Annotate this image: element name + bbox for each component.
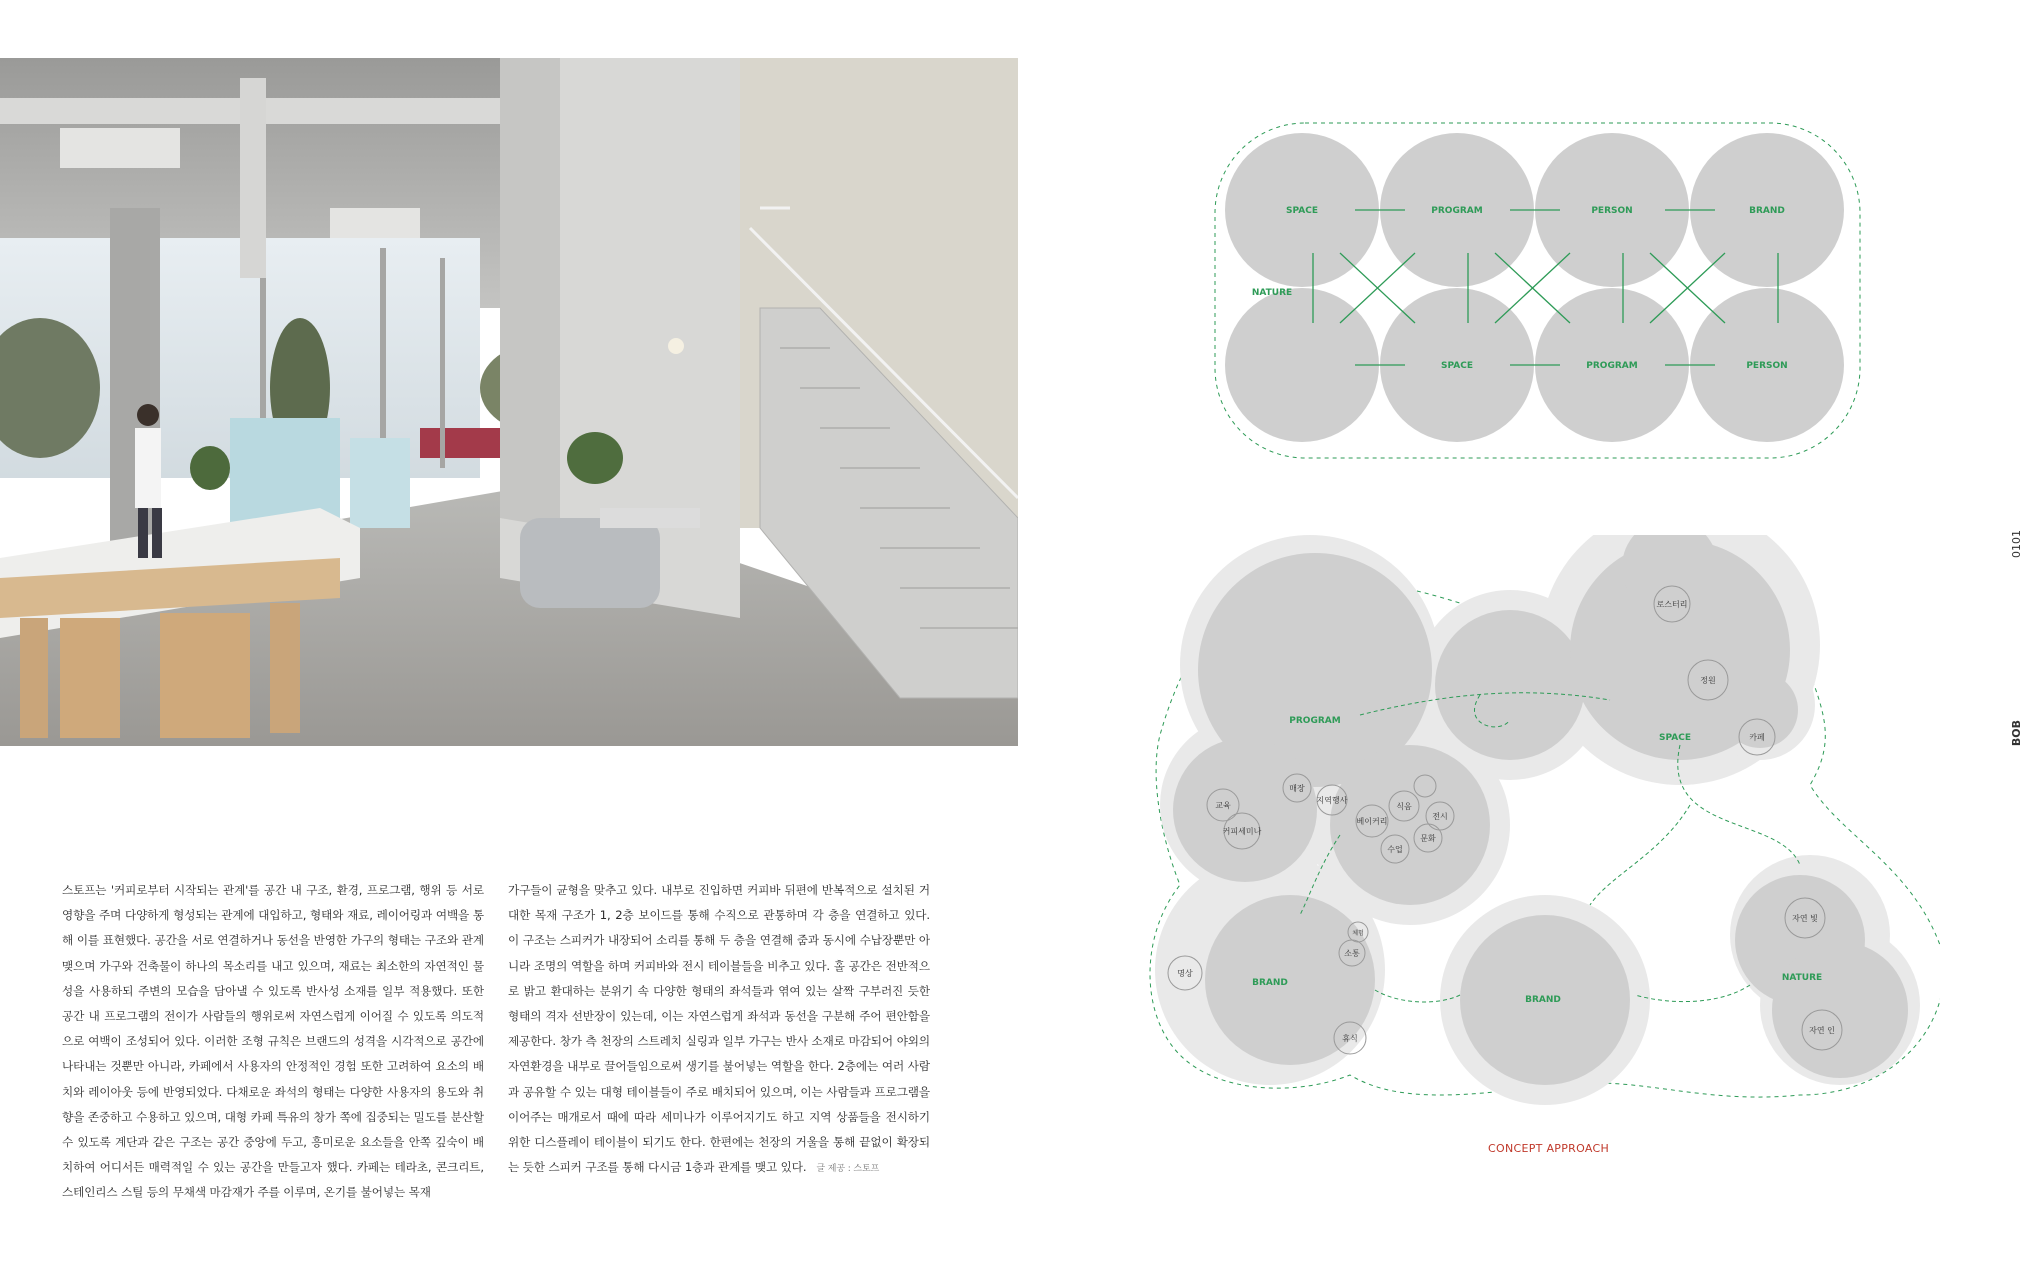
label-program: PROGRAM — [1289, 716, 1341, 726]
item-food: 식음 — [1396, 802, 1412, 811]
article-paragraph-1: 스토프는 '커피로부터 시작되는 관계'를 공간 내 구조, 환경, 프로그램, 행위 등 서로 영향을 주며 다양하게 형성되는 관계에 대입하고, 형태와 재료, 레이어링과 여백을 통해 이를 표현했다. 공간을 서로 연결하거나 동선을 반영한 가구의 형태는 구조와 관계 맺으며 가구와 건축물이 하나의 목소리를 내고 있으며, 재료는 최소한의 자연적인 물성을 사용하되 주변의 모습을 담아낼 수 있도록 반사성 소재를 일부 적용했다. 또한 공간 내 프로그램의 전이가 사람들의 행위로써 자연스럽게 이어질 수 있도록 의도적으로 여백이 조성되어 있다. 이러한 조형 규칙은 브랜드의 성격을 시각적으로 공간에 나타내는 것뿐만 아니라, 카페에서 사용자의 안정적인 경험 또한 고려하여 요소의 배치와 레이아웃 등에 반영되었다. 다채로운 좌석의 형태는 다양한 사용자의 용도와 취향을 존중하고 수용하고 있으며, 대형 카페 특유의 창가 쪽에 집중되는 밀도를 분산할 수 있도록 계단과 같은 구조는 공간 중앙에 두고, 흥미로운 요소들을 안쪽 깊숙이 배치하여 어디서든 매력적일 수 있는 공간을 만들고자 했다. 카페는 테라초, 콘크리트, 스테인리스 스틸 등의 무채색 마감재가 주를 이루며, 온기를 불어넣는 목재 — [62, 883, 484, 1200]
label-r1-3: PERSON — [1591, 206, 1633, 216]
label-nature-bottom: NATURE — [1781, 973, 1823, 983]
item-bakery: 베이커리 — [1356, 817, 1388, 826]
label-r1-2: PROGRAM — [1431, 206, 1483, 216]
item-cafe: 카페 — [1749, 733, 1765, 742]
article-paragraph-2 — [508, 878, 930, 1182]
diagram-caption: CONCEPT APPROACH — [1488, 1142, 1610, 1155]
item-garden: 정원 — [1700, 676, 1716, 685]
article-column-2 — [508, 878, 930, 1182]
interior-photo-drawing — [0, 58, 1018, 746]
item-roastery: 로스터리 — [1656, 600, 1688, 609]
item-local-event: 지역행사 — [1316, 796, 1348, 805]
item-communication: 소통 — [1344, 949, 1360, 958]
item-education: 교육 — [1215, 801, 1231, 810]
label-r2-4: PERSON — [1746, 361, 1788, 371]
interior-photo — [0, 58, 1018, 746]
article-column-1 — [62, 878, 484, 1206]
item-rest: 휴식 — [1342, 1034, 1358, 1043]
label-brand-center: BRAND — [1525, 995, 1561, 1005]
side-label-bob: BOB — [2010, 720, 2023, 747]
label-r2-3: PROGRAM — [1586, 361, 1638, 371]
label-r1-1: SPACE — [1286, 206, 1318, 216]
item-culture: 문화 — [1420, 834, 1436, 843]
relationship-diagram — [1210, 118, 1870, 468]
item-store: 매장 — [1289, 784, 1305, 793]
item-experience: 체험 — [1352, 930, 1364, 937]
item-class: 수업 — [1387, 845, 1403, 854]
label-nature: NATURE — [1251, 288, 1293, 298]
item-natural-light: 자연 빛 — [1792, 914, 1818, 923]
item-coffee-seminar: 커피세미나 — [1222, 827, 1262, 836]
side-page-number: 0101 — [2010, 530, 2023, 558]
item-exhibition: 전시 — [1432, 812, 1448, 821]
label-r2-2: SPACE — [1441, 361, 1473, 371]
item-natural-person: 자연 인 — [1809, 1026, 1835, 1035]
label-r1-4: BRAND — [1749, 206, 1785, 216]
item-meditation: 명상 — [1177, 969, 1193, 978]
label-brand-left: BRAND — [1252, 978, 1288, 988]
photo-credit: 글 제공 : 스토프 — [816, 1164, 880, 1175]
concept-bubble-diagram — [1140, 535, 1940, 1135]
label-space: SPACE — [1659, 733, 1691, 743]
article-paragraph-2-text: 가구들이 균형을 맞추고 있다. 내부로 진입하면 커피바 뒤편에 반복적으로 설치된 거대한 목재 구조가 1, 2층 보이드를 통해 수직으로 관통하며 각 층을 연결하고 있다. 이 구조는 스피커가 내장되어 소리를 통해 두 층을 연결해 줌과 동시에 수납장뿐만 아니라 조명의 역할을 하며 커피바와 전시 테이블들을 비추고 있다. 홀 공간은 전반적으로 밝고 환대하는 분위기 속 다양한 형태의 좌석들과 엮여 있는 살짝 구부러진 듯한 형태의 격자 선반장이 있는데, 이는 자연스럽게 좌석과 동선을 구분해 주어 편안함을 제공한다. 창가 측 천장의 스트레치 실링과 일부 가구는 반사 소재로 마감되어 야외의 자연환경을 내부로 끌어들임으로써 생기를 불어넣는 역할을 한다. 2층에는 여러 사람과 공유할 수 있는 대형 테이블들이 주로 배치되어 있으며, 이는 사람들과 프로그램을 이어주는 매개로서 때에 따라 세미나가 이루어지기도 하고 지역 상품들을 전시하기 위한 디스플레이 테이블이 되기도 한다. 한편에는 천장의 거울을 통해 끝없이 확장되는 듯한 스피커 구조를 통해 다시금 1층과 관계를 맺고 있다. — [508, 883, 930, 1175]
